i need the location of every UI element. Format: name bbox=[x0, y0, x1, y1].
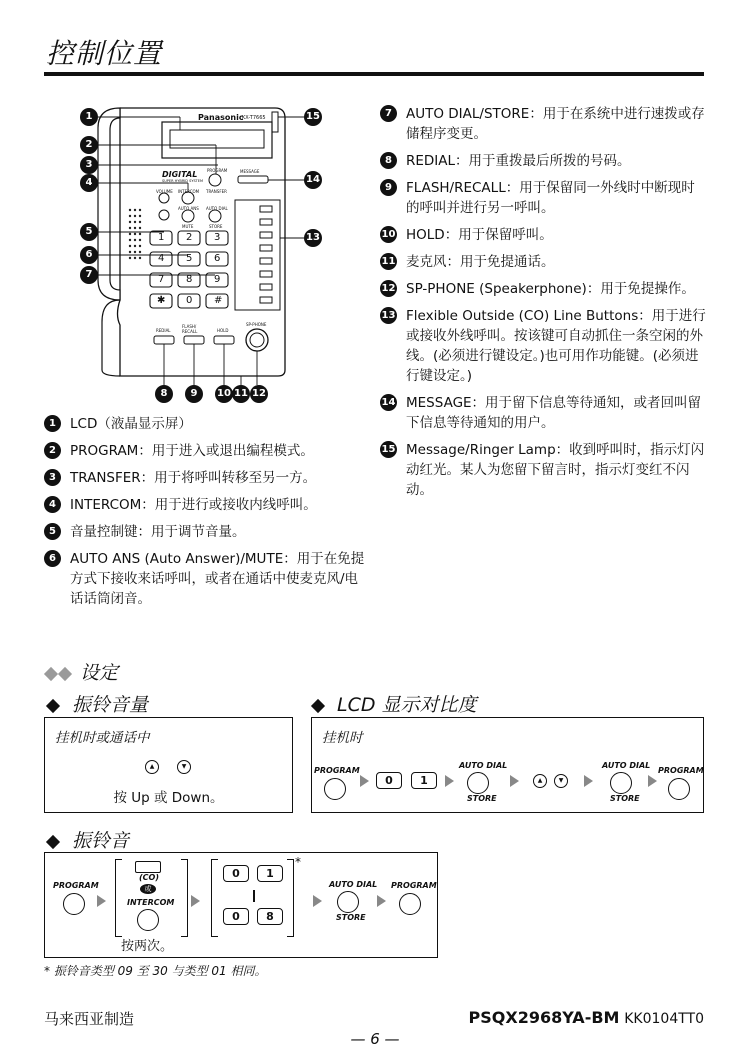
label-program: PROGRAM bbox=[207, 168, 228, 173]
desc-item bbox=[380, 252, 706, 272]
label-redial: REDIAL bbox=[156, 328, 171, 333]
lcd-contrast-box bbox=[311, 717, 704, 813]
callout-8: 8 bbox=[155, 385, 173, 403]
desc-item bbox=[380, 306, 706, 386]
label-transfer: TRANSFER bbox=[206, 189, 227, 194]
diamond-icon bbox=[58, 666, 72, 680]
keypad-star: ✱ bbox=[157, 295, 166, 306]
callout-5: 5 bbox=[80, 223, 98, 241]
desc-item bbox=[380, 393, 706, 433]
diamond-icon bbox=[44, 666, 58, 680]
phone-model: KX-T7665 bbox=[242, 115, 266, 121]
desc-num: 11 bbox=[380, 253, 397, 270]
callout-7: 7 bbox=[80, 266, 98, 284]
desc-num: 7 bbox=[380, 105, 397, 122]
intercom-label: INTERCOM bbox=[127, 898, 175, 907]
keypad-0: 0 bbox=[186, 295, 193, 306]
program-button-icon bbox=[668, 778, 690, 800]
up-button-icon: ▲ bbox=[145, 760, 159, 774]
desc-item bbox=[44, 549, 366, 609]
tone-store-label: STORE bbox=[336, 913, 366, 922]
label-intercom: INTERCOM bbox=[178, 189, 200, 194]
keypad-hash: # bbox=[214, 295, 223, 306]
label-hold: HOLD bbox=[217, 328, 229, 333]
keypad-4: 4 bbox=[158, 253, 165, 264]
desc-item bbox=[44, 468, 366, 488]
lcd-contrast-title bbox=[313, 690, 477, 717]
key-8-bottom: 8 bbox=[257, 908, 283, 925]
bracket-right bbox=[287, 859, 294, 937]
page-number: — 6 — bbox=[350, 1030, 400, 1048]
settings-title-text: 设定 bbox=[80, 662, 119, 684]
co-label: (CO) bbox=[139, 873, 159, 882]
diamond-icon bbox=[311, 698, 325, 712]
page-title: 控制位置 bbox=[46, 37, 163, 70]
desc-num: 2 bbox=[44, 442, 61, 459]
desc-num: 4 bbox=[44, 496, 61, 513]
keypad-5: 5 bbox=[186, 253, 193, 264]
auto-dial-button-icon bbox=[610, 772, 632, 794]
callout-13: 13 bbox=[304, 229, 322, 247]
desc-text: 麦克风：用于免提通话。 bbox=[406, 254, 555, 270]
program-button-icon bbox=[63, 893, 85, 915]
lcd-store-label-2: STORE bbox=[610, 794, 640, 803]
desc-text: TRANSFER：用于将呼叫转移至另一方。 bbox=[70, 470, 317, 486]
arrow-icon bbox=[584, 775, 593, 787]
desc-text: INTERCOM：用于进行或接收内线呼叫。 bbox=[70, 497, 317, 513]
desc-num: 12 bbox=[380, 280, 397, 297]
callout-15: 15 bbox=[304, 108, 322, 126]
asterisk-mark: * bbox=[295, 855, 301, 869]
footer-code: KK0104TT0 bbox=[624, 1011, 704, 1027]
label-message: MESSAGE bbox=[240, 169, 260, 174]
intercom-button-icon bbox=[137, 909, 159, 931]
label-volume: VOLUME bbox=[156, 189, 173, 194]
callout-11: 11 bbox=[232, 385, 250, 403]
desc-text: FLASH/RECALL：用于保留同一外线时中断现时的呼叫并进行另一呼叫。 bbox=[406, 180, 695, 216]
keypad-9: 9 bbox=[214, 274, 221, 285]
ringer-volume-title-text: 振铃音量 bbox=[72, 694, 149, 716]
callout-2: 2 bbox=[80, 136, 98, 154]
diamond-icon bbox=[46, 834, 60, 848]
label-mute: MUTE bbox=[182, 224, 194, 229]
keypad-7: 7 bbox=[158, 274, 165, 285]
arrow-icon bbox=[648, 775, 657, 787]
keypad-2: 2 bbox=[186, 232, 193, 243]
key-0: 0 bbox=[376, 772, 402, 789]
bracket-left bbox=[115, 859, 122, 937]
label-flash-recall: FLASH/ RECALL bbox=[182, 324, 198, 334]
lcd-auto-dial-label-2: AUTO DIAL bbox=[602, 761, 651, 770]
label-sp-phone: SP-PHONE bbox=[246, 322, 267, 327]
keypad-1: 1 bbox=[158, 232, 165, 243]
desc-text: Message/Ringer Lamp：收到呼叫时，指示灯闪动红光。某人为您留下留言时，指示灯变红不闪动。 bbox=[406, 442, 705, 498]
phone-brand: Panasonic bbox=[198, 113, 244, 122]
desc-num: 1 bbox=[44, 415, 61, 432]
desc-item bbox=[380, 279, 706, 299]
desc-text: PROGRAM：用于进入或退出编程模式。 bbox=[70, 443, 314, 459]
desc-item bbox=[44, 441, 366, 461]
footer-model-number: PSQX2968YA-BM bbox=[468, 1008, 620, 1027]
desc-text: Flexible Outside (CO) Line Buttons：用于进行或接收外线呼叫。按该键可自动抓住一条空闲的外线。(必须进行键设定。)也可用作功能键。(必须进行键设定。) bbox=[406, 308, 706, 384]
tone-program-label-2: PROGRAM bbox=[391, 881, 437, 890]
desc-num: 3 bbox=[44, 469, 61, 486]
desc-num: 6 bbox=[44, 550, 61, 567]
key-1: 1 bbox=[411, 772, 437, 789]
desc-num: 5 bbox=[44, 523, 61, 540]
arrow-icon bbox=[445, 775, 454, 787]
phone-super-hybrid: SUPER HYBRID SYSTEM bbox=[162, 179, 204, 183]
ringer-tone-title-text: 振铃音 bbox=[72, 830, 130, 852]
desc-text: AUTO ANS (Auto Answer)/MUTE：用于在免提方式下接收来话呼叫，或者在通话中使麦克风/电话话筒闭音。 bbox=[70, 551, 365, 607]
lcd-contrast-title-text: LCD 显示对比度 bbox=[337, 694, 477, 716]
keypad-6: 6 bbox=[214, 253, 221, 264]
arrow-icon bbox=[510, 775, 519, 787]
ringer-volume-instruction: 按 Up 或 Down。 bbox=[113, 790, 224, 806]
desc-item bbox=[44, 414, 366, 434]
lcd-store-label-1: STORE bbox=[467, 794, 497, 803]
descriptions-right bbox=[380, 104, 706, 507]
desc-text: 音量控制键：用于调节音量。 bbox=[70, 524, 246, 540]
up-button-icon: ▲ bbox=[533, 774, 547, 788]
desc-text: HOLD：用于保留呼叫。 bbox=[406, 227, 553, 243]
lcd-contrast-condition: 挂机时 bbox=[322, 730, 363, 746]
callout-1: 1 bbox=[80, 108, 98, 126]
desc-text: SP-PHONE (Speakerphone)：用于免提操作。 bbox=[406, 281, 695, 297]
ringer-tone-footnote: * 振铃音类型 09 至 30 与类型 01 相同。 bbox=[44, 964, 267, 978]
phone-illustration bbox=[80, 100, 330, 400]
ringer-tone-title bbox=[48, 826, 129, 853]
phone-diagram bbox=[80, 100, 330, 400]
down-button-icon: ▼ bbox=[554, 774, 568, 788]
down-button-icon: ▼ bbox=[177, 760, 191, 774]
ringer-volume-box bbox=[44, 717, 293, 813]
desc-item bbox=[380, 440, 706, 500]
key-0-top: 0 bbox=[223, 865, 249, 882]
desc-text: LCD（液晶显示屏） bbox=[70, 416, 192, 432]
desc-text: AUTO DIAL/STORE：用于在系统中进行速拨或存储程序变更。 bbox=[406, 106, 705, 142]
ringer-volume-title bbox=[48, 690, 148, 717]
callout-9: 9 bbox=[185, 385, 203, 403]
desc-num: 10 bbox=[380, 226, 397, 243]
tone-auto-dial-label: AUTO DIAL bbox=[329, 880, 378, 889]
desc-text: MESSAGE：用于留下信息等待通知，或者回叫留下信息等待通知的用户。 bbox=[406, 395, 702, 431]
callout-3: 3 bbox=[80, 156, 98, 174]
callout-4: 4 bbox=[80, 174, 98, 192]
key-1-top: 1 bbox=[257, 865, 283, 882]
ringer-tone-box bbox=[44, 852, 438, 958]
range-divider bbox=[253, 890, 255, 902]
key-0-bottom: 0 bbox=[223, 908, 249, 925]
keypad-8: 8 bbox=[186, 274, 193, 285]
desc-item bbox=[380, 151, 706, 171]
co-button-icon bbox=[135, 861, 161, 873]
auto-dial-button-icon bbox=[337, 891, 359, 913]
callout-10: 10 bbox=[215, 385, 233, 403]
settings-title bbox=[46, 658, 118, 685]
bracket-right bbox=[181, 859, 188, 937]
callout-12: 12 bbox=[250, 385, 268, 403]
press-twice-label: 按两次。 bbox=[121, 939, 174, 954]
desc-item bbox=[380, 104, 706, 144]
desc-item bbox=[44, 522, 366, 542]
callout-6: 6 bbox=[80, 246, 98, 264]
arrow-icon bbox=[313, 895, 322, 907]
desc-item bbox=[380, 225, 706, 245]
or-badge: 或 bbox=[140, 884, 156, 894]
tone-program-label: PROGRAM bbox=[53, 881, 99, 890]
title-rule bbox=[44, 72, 704, 76]
arrow-icon bbox=[191, 895, 200, 907]
desc-num: 13 bbox=[380, 307, 397, 324]
lcd-program-label: PROGRAM bbox=[314, 766, 360, 775]
keypad-3: 3 bbox=[214, 232, 221, 243]
diamond-icon bbox=[46, 698, 60, 712]
lcd-program-label-2: PROGRAM bbox=[658, 766, 704, 775]
label-store: STORE bbox=[209, 224, 223, 229]
desc-num: 9 bbox=[380, 179, 397, 196]
footer-model bbox=[469, 1008, 704, 1027]
program-button-icon bbox=[324, 778, 346, 800]
program-button-icon bbox=[399, 893, 421, 915]
desc-num: 8 bbox=[380, 152, 397, 169]
arrow-icon bbox=[377, 895, 386, 907]
auto-dial-button-icon bbox=[467, 772, 489, 794]
desc-item bbox=[44, 495, 366, 515]
desc-num: 14 bbox=[380, 394, 397, 411]
ringer-volume-condition: 挂机时或通话中 bbox=[55, 730, 150, 746]
phone-digital: DIGITAL bbox=[162, 170, 198, 179]
label-auto-dial: AUTO DIAL bbox=[206, 206, 228, 211]
label-auto-ans: AUTO ANS bbox=[178, 206, 199, 211]
descriptions-left bbox=[44, 414, 366, 616]
arrow-icon bbox=[360, 775, 369, 787]
bracket-left bbox=[211, 859, 218, 937]
callout-14: 14 bbox=[304, 171, 322, 189]
arrow-icon bbox=[97, 895, 106, 907]
desc-text: REDIAL：用于重拨最后所拨的号码。 bbox=[406, 153, 631, 169]
desc-num: 15 bbox=[380, 441, 397, 458]
footer-made-in: 马来西亚制造 bbox=[44, 1010, 135, 1028]
desc-item bbox=[380, 178, 706, 218]
lcd-auto-dial-label-1: AUTO DIAL bbox=[459, 761, 508, 770]
